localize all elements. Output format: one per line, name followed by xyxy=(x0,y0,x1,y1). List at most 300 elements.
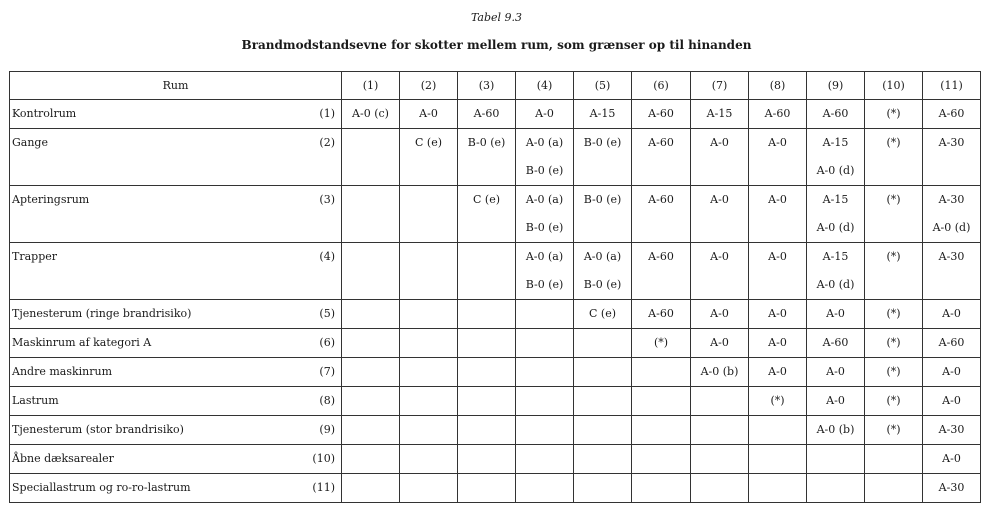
rating-cell xyxy=(574,300,632,329)
rating-value: (*) xyxy=(886,423,901,436)
room-name-text: Gange xyxy=(12,136,48,149)
room-name-text: Maskinrum af kategori A xyxy=(12,336,152,349)
rating-cell xyxy=(516,300,574,329)
rating-cell xyxy=(691,474,749,503)
rating-cell xyxy=(923,474,981,503)
header-col-2: (2) xyxy=(400,72,458,100)
rating-cell xyxy=(923,387,981,416)
room-name-text: Speciallastrum og ro-ro-lastrum xyxy=(12,481,191,494)
room-name xyxy=(10,474,297,503)
room-number xyxy=(297,300,342,329)
rating-value: A-0 (d) xyxy=(816,221,855,234)
empty-cell-spacer xyxy=(516,300,573,328)
empty-cell-spacer xyxy=(342,474,399,502)
room-number-text: (7) xyxy=(319,365,335,378)
rating-cell xyxy=(632,243,691,300)
rating-value: A-60 xyxy=(822,107,849,120)
rating-cell xyxy=(923,416,981,445)
rating-cell xyxy=(400,100,458,129)
table-row xyxy=(10,416,981,445)
rating-value: B-0 (e) xyxy=(583,193,622,206)
empty-cell-spacer xyxy=(342,445,399,473)
rating-cell xyxy=(632,129,691,186)
rating-value: A-0 xyxy=(710,336,729,349)
rating-value: A-0 xyxy=(419,107,438,120)
rating-value: A-0 xyxy=(710,250,729,263)
rating-cell xyxy=(574,387,632,416)
rating-cell xyxy=(632,329,691,358)
rating-value: A-0 (c) xyxy=(352,107,389,120)
header-col-1: (1) xyxy=(342,72,400,100)
rating-cell xyxy=(400,186,458,243)
table-row xyxy=(10,243,981,300)
room-name xyxy=(10,358,297,387)
rating-cell xyxy=(923,358,981,387)
rating-value: (*) xyxy=(770,394,785,407)
rating-value: A-0 (a) xyxy=(525,250,564,263)
rating-cell xyxy=(574,416,632,445)
rating-cell xyxy=(458,329,516,358)
rating-value: A-15 xyxy=(822,136,849,149)
rating-cell xyxy=(807,416,865,445)
rating-cell xyxy=(691,416,749,445)
empty-cell-spacer xyxy=(400,300,457,328)
rating-cell xyxy=(923,186,981,243)
empty-cell-spacer xyxy=(574,445,631,473)
rating-cell xyxy=(865,243,923,300)
empty-cell-spacer xyxy=(574,416,631,444)
table-row xyxy=(10,329,981,358)
rating-cell xyxy=(691,358,749,387)
rating-cell xyxy=(574,329,632,358)
rating-value: A-0 xyxy=(768,136,787,149)
rating-cell xyxy=(342,445,400,474)
empty-cell-spacer xyxy=(632,416,690,444)
rating-value: (*) xyxy=(886,394,901,407)
empty-cell-spacer xyxy=(691,474,748,502)
rating-cell xyxy=(749,186,807,243)
empty-cell-spacer xyxy=(691,416,748,444)
empty-cell-spacer xyxy=(865,445,922,473)
rating-cell xyxy=(865,329,923,358)
rating-cell xyxy=(458,445,516,474)
rating-value: (*) xyxy=(886,107,901,120)
rating-cell xyxy=(400,129,458,186)
empty-cell-spacer xyxy=(516,416,573,444)
rating-value: A-0 (d) xyxy=(816,278,855,291)
table-row xyxy=(10,387,981,416)
rating-value: A-0 xyxy=(768,193,787,206)
rating-cell xyxy=(749,387,807,416)
rating-cell xyxy=(632,358,691,387)
room-name xyxy=(10,329,297,358)
rating-value: A-60 xyxy=(648,107,674,120)
rating-cell xyxy=(342,186,400,243)
empty-cell-spacer xyxy=(574,358,631,386)
rating-value: C (e) xyxy=(588,307,616,320)
rating-cell xyxy=(749,445,807,474)
empty-cell-spacer xyxy=(516,474,573,502)
rating-cell xyxy=(516,329,574,358)
empty-cell-spacer xyxy=(458,387,515,415)
rating-cell xyxy=(458,387,516,416)
header-rum: Rum xyxy=(10,72,342,100)
rating-value: (*) xyxy=(886,193,901,206)
empty-cell-spacer xyxy=(807,445,864,473)
rating-cell xyxy=(574,129,632,186)
rating-cell xyxy=(749,300,807,329)
rating-cell xyxy=(516,387,574,416)
header-col-9: (9) xyxy=(807,72,865,100)
rating-value: A-0 xyxy=(942,452,961,465)
empty-cell-spacer xyxy=(458,300,515,328)
rating-cell xyxy=(458,186,516,243)
rating-value: A-60 xyxy=(648,136,674,149)
room-name-text: Lastrum xyxy=(12,394,59,407)
room-number-text: (6) xyxy=(319,336,335,349)
empty-cell-spacer xyxy=(342,129,399,157)
room-number xyxy=(297,243,342,300)
empty-cell-spacer xyxy=(458,445,515,473)
header-row xyxy=(10,72,981,100)
rating-value: A-60 xyxy=(648,250,674,263)
rating-cell xyxy=(342,387,400,416)
rating-cell xyxy=(749,243,807,300)
empty-cell-spacer xyxy=(516,445,573,473)
rating-cell xyxy=(458,300,516,329)
empty-cell-spacer xyxy=(749,474,806,502)
rating-cell xyxy=(574,186,632,243)
rating-cell xyxy=(632,186,691,243)
room-number-text: (2) xyxy=(319,136,335,149)
empty-cell-spacer xyxy=(342,387,399,415)
header-col-6: (6) xyxy=(632,72,691,100)
empty-cell-spacer xyxy=(632,387,690,415)
table-caption: Tabel 9.3 xyxy=(470,11,523,24)
empty-cell-spacer xyxy=(574,474,631,502)
empty-cell-spacer xyxy=(342,329,399,357)
empty-cell-spacer xyxy=(400,474,457,502)
rating-value: A-0 xyxy=(768,250,787,263)
rating-cell xyxy=(574,243,632,300)
rating-cell xyxy=(574,358,632,387)
rating-value: A-30 xyxy=(938,481,965,494)
empty-cell-spacer xyxy=(342,300,399,328)
empty-cell-spacer xyxy=(400,329,457,357)
rating-cell xyxy=(342,416,400,445)
rating-cell xyxy=(632,474,691,503)
room-number-text: (1) xyxy=(319,107,335,120)
room-number xyxy=(297,416,342,445)
rating-value: A-0 xyxy=(942,394,961,407)
room-name xyxy=(10,243,297,300)
rating-cell xyxy=(632,416,691,445)
rating-cell xyxy=(691,100,749,129)
rating-value: A-0 xyxy=(710,193,729,206)
rating-cell xyxy=(400,358,458,387)
rating-value: A-0 (d) xyxy=(932,221,971,234)
rating-value: A-0 xyxy=(768,307,787,320)
rating-value: A-30 xyxy=(938,423,965,436)
rating-value: A-0 xyxy=(535,107,554,120)
rating-cell xyxy=(458,474,516,503)
rating-value: (*) xyxy=(653,336,669,349)
empty-cell-spacer xyxy=(632,358,690,386)
empty-cell-spacer xyxy=(574,329,631,357)
room-name-text: Apteringsrum xyxy=(12,193,90,206)
empty-cell-spacer xyxy=(632,445,690,473)
rating-cell xyxy=(923,300,981,329)
rating-cell xyxy=(342,474,400,503)
room-number-text: (5) xyxy=(319,307,335,320)
empty-cell-spacer xyxy=(458,474,515,502)
table-title: Brandmodstandsevne for skotter mellem rum, som grænser op til hinanden xyxy=(241,38,752,52)
rating-value: (*) xyxy=(886,250,901,263)
table-body xyxy=(10,100,981,503)
room-number-text: (4) xyxy=(319,250,335,263)
rating-cell xyxy=(749,358,807,387)
rating-value: A-15 xyxy=(822,193,849,206)
rating-cell xyxy=(516,186,574,243)
rating-value: C (e) xyxy=(472,193,500,206)
rating-cell xyxy=(458,416,516,445)
rating-value: B-0 (e) xyxy=(525,278,564,291)
room-number xyxy=(297,387,342,416)
empty-cell-spacer xyxy=(574,387,631,415)
rating-value: A-15 xyxy=(822,250,849,263)
rating-cell xyxy=(632,445,691,474)
empty-cell-spacer xyxy=(516,358,573,386)
room-number xyxy=(297,100,342,129)
rating-cell xyxy=(400,329,458,358)
rating-cell xyxy=(923,243,981,300)
room-number-text: (9) xyxy=(319,423,335,436)
fire-resistance-table xyxy=(9,71,981,503)
room-number-text: (3) xyxy=(319,193,335,206)
room-number-text: (11) xyxy=(312,481,335,494)
rating-value: A-0 (b) xyxy=(816,423,855,436)
rating-value: A-60 xyxy=(764,107,791,120)
rating-value: A-0 (a) xyxy=(583,250,622,263)
rating-cell xyxy=(342,129,400,186)
rating-value: A-30 xyxy=(938,250,965,263)
rating-cell xyxy=(691,387,749,416)
rating-cell xyxy=(865,445,923,474)
rating-value: A-60 xyxy=(822,336,849,349)
rating-value: B-0 (e) xyxy=(525,221,564,234)
rating-cell xyxy=(807,387,865,416)
rating-cell xyxy=(342,100,400,129)
rating-cell xyxy=(574,100,632,129)
rating-value: (*) xyxy=(886,336,901,349)
rating-cell xyxy=(807,445,865,474)
rating-cell xyxy=(400,445,458,474)
rating-cell xyxy=(865,358,923,387)
room-number-text: (8) xyxy=(319,394,335,407)
table-row xyxy=(10,445,981,474)
empty-cell-spacer xyxy=(807,474,864,502)
empty-cell-spacer xyxy=(516,387,573,415)
rating-value: A-60 xyxy=(648,307,674,320)
rating-value: A-0 (d) xyxy=(816,164,855,177)
rating-cell xyxy=(516,358,574,387)
rating-value: A-30 xyxy=(938,193,965,206)
rating-value: B-0 (e) xyxy=(467,136,506,149)
rating-cell xyxy=(807,474,865,503)
table-row xyxy=(10,129,981,186)
rating-cell xyxy=(632,100,691,129)
rating-cell xyxy=(400,243,458,300)
empty-cell-spacer xyxy=(458,358,515,386)
room-name xyxy=(10,416,297,445)
header-col-3: (3) xyxy=(458,72,516,100)
rating-cell xyxy=(400,300,458,329)
rating-cell xyxy=(691,186,749,243)
rating-cell xyxy=(749,416,807,445)
rating-cell xyxy=(865,387,923,416)
rating-value: A-0 xyxy=(768,365,787,378)
rating-cell xyxy=(342,243,400,300)
room-name-text: Tjenesterum (ringe brandrisiko) xyxy=(12,307,192,320)
rating-value: A-0 xyxy=(826,307,845,320)
rating-cell xyxy=(807,300,865,329)
empty-cell-spacer xyxy=(400,243,457,271)
empty-cell-spacer xyxy=(342,243,399,271)
rating-value: A-0 xyxy=(942,365,961,378)
room-name xyxy=(10,186,297,243)
table-row xyxy=(10,358,981,387)
rating-cell xyxy=(749,474,807,503)
rating-cell xyxy=(691,129,749,186)
rating-value: A-0 xyxy=(942,307,961,320)
rating-cell xyxy=(807,100,865,129)
header-col-11: (11) xyxy=(923,72,981,100)
rating-cell xyxy=(458,129,516,186)
room-name xyxy=(10,445,297,474)
rating-cell xyxy=(923,100,981,129)
table-row xyxy=(10,100,981,129)
empty-cell-spacer xyxy=(516,329,573,357)
room-name-text: Kontrolrum xyxy=(12,107,77,120)
empty-cell-spacer xyxy=(342,358,399,386)
rating-cell xyxy=(458,243,516,300)
empty-cell-spacer xyxy=(865,474,922,502)
rating-value: A-60 xyxy=(648,193,674,206)
rating-value: B-0 (e) xyxy=(583,136,622,149)
rating-cell xyxy=(749,100,807,129)
room-number xyxy=(297,186,342,243)
rating-value: B-0 (e) xyxy=(525,164,564,177)
rating-cell xyxy=(865,129,923,186)
empty-cell-spacer xyxy=(400,358,457,386)
empty-cell-spacer xyxy=(400,186,457,214)
rating-value: A-0 (b) xyxy=(700,365,739,378)
table-row xyxy=(10,300,981,329)
rating-cell xyxy=(807,358,865,387)
rating-cell xyxy=(574,474,632,503)
rating-cell xyxy=(516,474,574,503)
room-name-text: Trapper xyxy=(12,250,58,263)
empty-cell-spacer xyxy=(400,387,457,415)
rating-cell xyxy=(865,416,923,445)
rating-value: A-60 xyxy=(938,336,965,349)
rating-cell xyxy=(807,186,865,243)
rating-cell xyxy=(923,329,981,358)
table-row xyxy=(10,186,981,243)
empty-cell-spacer xyxy=(458,329,515,357)
rating-cell xyxy=(691,329,749,358)
table-row xyxy=(10,474,981,503)
header-col-7: (7) xyxy=(691,72,749,100)
empty-cell-spacer xyxy=(400,416,457,444)
rating-cell xyxy=(342,358,400,387)
rating-cell xyxy=(342,329,400,358)
rating-cell xyxy=(865,474,923,503)
rating-cell xyxy=(516,243,574,300)
rating-value: A-0 xyxy=(826,394,845,407)
rating-value: A-15 xyxy=(706,107,733,120)
room-number xyxy=(297,474,342,503)
empty-cell-spacer xyxy=(632,474,690,502)
rating-cell xyxy=(865,100,923,129)
rating-cell xyxy=(923,129,981,186)
rating-value: A-0 xyxy=(768,336,787,349)
room-name xyxy=(10,387,297,416)
rating-cell xyxy=(516,445,574,474)
rating-value: A-0 (a) xyxy=(525,193,564,206)
empty-cell-spacer xyxy=(342,186,399,214)
rating-value: A-0 xyxy=(710,307,729,320)
rating-cell xyxy=(865,300,923,329)
rating-cell xyxy=(691,243,749,300)
rating-value: (*) xyxy=(886,365,901,378)
rating-value: A-15 xyxy=(589,107,616,120)
empty-cell-spacer xyxy=(749,416,806,444)
rating-cell xyxy=(807,129,865,186)
rating-value: A-60 xyxy=(473,107,500,120)
rating-cell xyxy=(516,129,574,186)
rating-cell xyxy=(865,186,923,243)
empty-cell-spacer xyxy=(400,445,457,473)
rating-cell xyxy=(632,300,691,329)
rating-cell xyxy=(400,387,458,416)
empty-cell-spacer xyxy=(749,445,806,473)
rating-value: B-0 (e) xyxy=(583,278,622,291)
rating-value: (*) xyxy=(886,136,901,149)
room-number xyxy=(297,445,342,474)
room-name-text: Tjenesterum (stor brandrisiko) xyxy=(12,423,184,436)
empty-cell-spacer xyxy=(458,243,515,271)
rating-cell xyxy=(807,243,865,300)
room-name-text: Åbne dæksarealer xyxy=(12,452,114,465)
room-name xyxy=(10,300,297,329)
rating-cell xyxy=(691,300,749,329)
room-number xyxy=(297,129,342,186)
rating-cell xyxy=(400,416,458,445)
rating-cell xyxy=(400,474,458,503)
rating-cell xyxy=(516,100,574,129)
rating-cell xyxy=(807,329,865,358)
rating-value: A-0 xyxy=(826,365,845,378)
rating-cell xyxy=(749,329,807,358)
empty-cell-spacer xyxy=(691,445,748,473)
room-name xyxy=(10,100,297,129)
empty-cell-spacer xyxy=(458,416,515,444)
rating-value: A-60 xyxy=(938,107,965,120)
rating-cell xyxy=(516,416,574,445)
rating-cell xyxy=(691,445,749,474)
room-number-text: (10) xyxy=(312,452,335,465)
